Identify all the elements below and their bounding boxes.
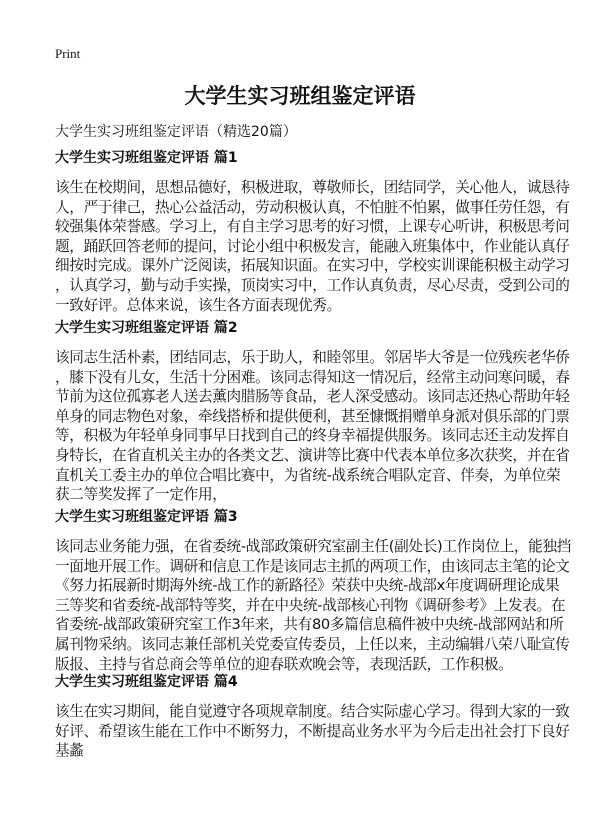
section-heading: 大学生实习班组鉴定评语 篇1 <box>55 150 238 166</box>
body-line: 三等奖和省委统-战部特等奖，并在中央统-战部核心刊物《调研参考》上发表。在 <box>55 596 566 614</box>
section-body <box>55 537 572 674</box>
section-2 <box>55 318 570 505</box>
body-line: 单身的同志物色对象，牵线搭桥和提供便利，甚至慷慨捐赠单身派对俱乐部的门票 <box>55 407 570 425</box>
page-subtitle: 大学生实习班组鉴定评语（精选20篇） <box>55 124 297 140</box>
body-line: 该生在实习期间，能自觉遵守各项规章制度。结合实际虚心学习。得到大家的一致 <box>55 703 570 720</box>
section-body <box>55 348 570 505</box>
body-line: 人，严于律己，热心公益活动，劳动积极认真，不怕脏不怕累，做事任劳任怨，有 <box>55 198 570 216</box>
body-line: 一面地开展工作。调研和信息工作是该同志主抓的两项工作，由该同志主笔的论文 <box>55 557 570 575</box>
body-line: 获二等奖发挥了一定作用， <box>55 486 227 504</box>
body-line: 省委统-战部政策研究室工作3年来，共有80多篇信息稿件被中央统-战部网站和所 <box>55 616 564 634</box>
body-line: 版报、主持与省总商会等单位的迎春联欢晚会等，表现活跃，工作积极。 <box>55 655 513 673</box>
body-line: 一致好评。总体来说，该生各方面表现优秀。 <box>55 296 341 314</box>
body-line: 基蠡 <box>55 742 84 760</box>
section-4 <box>55 672 570 761</box>
body-line: ，膝下没有儿女，生活十分困难。该同志得知这一情况后，经常主动问寒问暖，春 <box>55 368 570 386</box>
body-line: 直机关工委主办的单位合唱比赛中，为省统-战系统合唱队定音、伴奏，为单位荣 <box>55 466 561 484</box>
body-line: 身特长，在省直机关主办的各类文艺、演讲等比赛中代表本单位多次获奖，并在省 <box>55 446 570 464</box>
section-body <box>55 702 570 761</box>
body-line: 《努力拓展新时期海外统-战工作的新路径》荣获中央统-战部x年度调研理论成果 <box>55 577 560 595</box>
body-line: 细按时完成。课外广泛阅读，拓展知识面。在实习中，学校实训课能积极主动学习 <box>55 257 570 275</box>
section-1 <box>55 148 570 315</box>
section-heading: 大学生实习班组鉴定评语 篇3 <box>55 509 238 525</box>
body-line: ，认真学习，勤与动手实操，顶岗实习中，工作认真负责，尽心尽责，受到公司的 <box>55 276 570 294</box>
print-label: Print <box>55 46 81 61</box>
body-line: 该同志业务能力强，在省委统-战部政策研究室副主任(副处长)工作岗位上，能独挡 <box>55 538 572 555</box>
section-body <box>55 178 570 315</box>
section-3 <box>55 507 572 674</box>
body-line: 该同志生活朴素，团结同志，乐于助人，和睦邻里。邻居毕大爷是一位残疾老华侨 <box>55 349 570 366</box>
body-line: 属刊物采纳。该同志兼任部机关党委宣传委员，上任以来，主动编辑八荣八耻宣传 <box>55 635 570 653</box>
section-heading: 大学生实习班组鉴定评语 篇4 <box>55 674 238 690</box>
body-line: 节前为这位孤寡老人送去薰肉腊肠等食品，老人深受感动。该同志还热心帮助年轻 <box>55 388 570 406</box>
section-heading: 大学生实习班组鉴定评语 篇2 <box>55 320 238 336</box>
body-line: 好评、希望该生能在工作中不断努力，不断提高业务水平为今后走出社会打下良好 <box>55 722 570 740</box>
body-line: 题，踊跃回答老师的提问，讨论小组中积极发言，能融入班集体中，作业能认真仔 <box>55 237 570 255</box>
body-line: 等，积极为年轻单身同事早日找到自己的终身幸福提供服务。该同志还主动发挥自 <box>55 427 570 445</box>
body-line: 该生在校期间，思想品德好，积极进取，尊敬师长，团结同学，关心他人，诚恳待 <box>55 179 570 196</box>
page-title: 大学生实习班组鉴定评语 <box>184 84 416 108</box>
body-line: 较强集体荣誉感。学习上，有自主学习思考的好习惯，上课专心听讲，积极思考问 <box>55 218 570 236</box>
